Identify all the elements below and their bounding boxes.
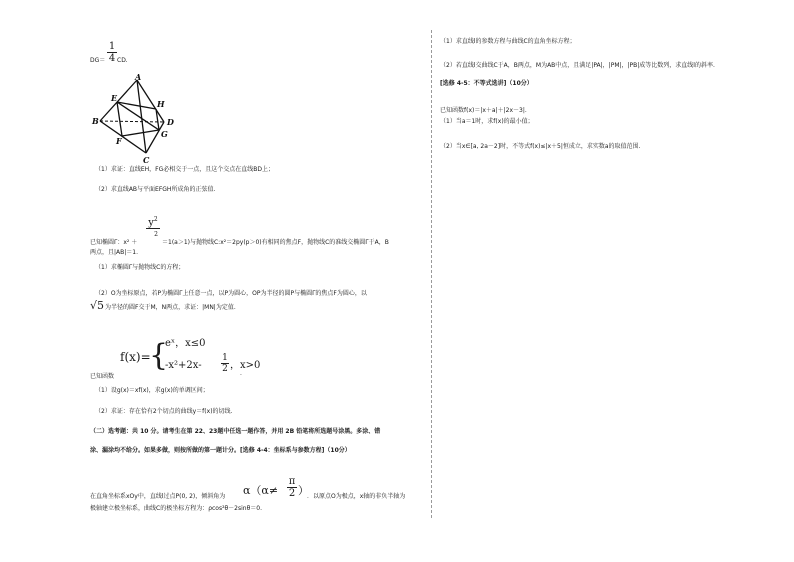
elective-header-a: （二）选考题：共 10 分。请考生在第 22、23题中任选一题作答，并用 2B 铅笔将所选题号涂黑。多涂、错	[90, 428, 381, 435]
label-f: F	[116, 136, 122, 146]
polar-alpha-close: ）	[298, 484, 309, 497]
ellipse-question-1: （1）求椭圆Γ与抛物线C的方程；	[95, 264, 185, 271]
ellipse-question-2a: （2）O为坐标原点，若P为椭圆Γ上任意一点，以P为圆心，OP为半径的圆P与椭圆Γ的焦点F为圆心，以	[95, 290, 367, 297]
func-question-2: （2）求证：存在恰有2个切点的曲线y＝f(x)的切线.	[95, 408, 233, 415]
elective-header-b: 涂、漏涂均不给分。如果多做，则按所做的第一题计分。[选修 4-4：坐标系与参数方程]（10分）	[90, 447, 351, 454]
piecewise-brace: {	[149, 338, 169, 373]
polar-fraction	[287, 476, 297, 499]
inequality-header: [选修 4-5：不等式选讲]（10分）	[440, 80, 533, 87]
label-c: C	[143, 155, 150, 164]
func-question-1: （1）设g(x)＝xf(x)，求g(x)的单调区间；	[95, 387, 209, 394]
ellipse-stem-b: ＝1(a＞1)与抛物线C:x²＝2py(p＞0)有相同的焦点F，抛物线C的准线交椭圆Γ于A，B	[162, 239, 389, 246]
polar-alpha: α（α≠	[243, 484, 279, 497]
inequality-question-1: （1）当a＝1时，求f(x)的最小值；	[440, 118, 534, 125]
piece-2-tail: ，x>0	[230, 360, 261, 371]
ellipse-frac-num: $y^2$	[148, 216, 158, 229]
polar-question-2: （2）若直线l交曲线C于A，B两点，M为AB中点，且满足|PA|，|PM|，|PB|成等比数列，求直线l的斜率.	[440, 62, 715, 69]
func-given: 已知函数	[90, 373, 115, 380]
piece-2-fraction	[221, 353, 229, 374]
ellipse-stem-a: 已知椭圆Γ：x² ＋	[90, 239, 138, 246]
func-period: .	[240, 370, 242, 377]
polar-stem-c: 极轴建立极坐标系，曲线C的极坐标方程为：ρcos²θ－2sinθ＝0.	[90, 505, 262, 512]
dg-suffix: CD.	[117, 57, 128, 64]
piece-2: -x²+2x-	[165, 360, 202, 371]
polar-question-1: （1）求直线l的参数方程与曲线C的直角坐标方程；	[440, 38, 576, 45]
label-b: B	[92, 116, 99, 126]
dg-prefix: DG＝	[90, 57, 106, 64]
polar-frac-den: 2	[288, 488, 296, 499]
piece-2-frac-num: 1	[222, 353, 228, 363]
label-e: E	[111, 93, 118, 103]
label-h: H	[157, 99, 165, 109]
ellipse-frac-den: 2	[146, 228, 160, 243]
ellipse-fraction	[146, 214, 160, 244]
geo-question-1: （1）求证：直线EH，FG必相交于一点，且这个交点在直线BD上；	[95, 166, 274, 173]
polar-frac-num: π	[288, 476, 296, 487]
inequality-question-2: （2）当x∈[a, 2a－2]时，不等式f(x)≤|x＋5|恒成立，求实数a的取值范围.	[440, 143, 641, 150]
tetrahedron-figure	[90, 74, 190, 164]
piece-1: eˣ，x≤0	[165, 338, 206, 349]
func-name: f(x)=	[120, 350, 151, 364]
polar-stem-b: ．以原点O为极点，x轴的非负半轴为	[307, 493, 406, 500]
ellipse-sqrt: √5	[90, 299, 105, 312]
dg-frac-den: 4	[108, 53, 116, 64]
dg-frac-num: 1	[108, 41, 116, 52]
column-divider	[431, 30, 432, 518]
piece-2-frac-den: 2	[222, 364, 228, 374]
inequality-stem: 已知函数f(x)＝|x＋a|＋|2x－3|.	[440, 107, 527, 114]
label-d: D	[167, 117, 174, 127]
ellipse-question-2b: 为半径的圆F交于M，N两点，求证：|MN|为定值.	[105, 304, 236, 311]
polar-stem-a: 在直角坐标系xOy中，直线l过点P(0, 2)，倾斜角为	[90, 493, 226, 500]
geo-question-2: （2）求直线AB与平面EFGH所成角的正弦值.	[95, 186, 216, 193]
label-g: G	[161, 129, 168, 139]
ellipse-stem-c: 两点，且|AB|＝1.	[90, 249, 138, 256]
dg-fraction	[107, 41, 117, 64]
label-a: A	[135, 74, 142, 82]
